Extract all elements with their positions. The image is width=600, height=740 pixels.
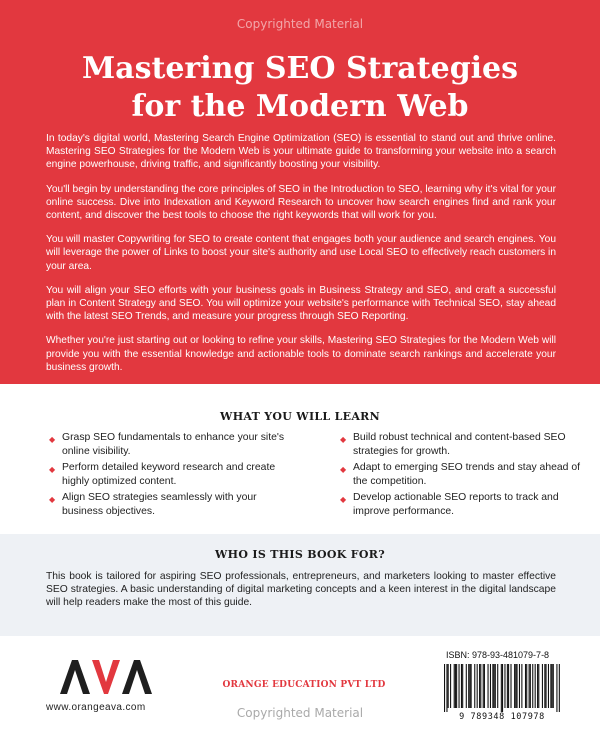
barcode-bar [548, 664, 549, 708]
barcode-bar [477, 664, 478, 708]
barcode-bar [448, 664, 449, 708]
description-paragraph: You will master Copywriting for SEO to create content that engages both your audience and search engines. You will leverage the power of Links to boost your site's authority and use Local SEO to effectively reach customers in your area. [46, 234, 556, 272]
what-you-will-learn-section [0, 384, 600, 534]
ava-logo [56, 656, 156, 696]
barcode-bar [535, 664, 536, 708]
barcode-bar [444, 664, 445, 712]
barcode-bar [492, 664, 493, 708]
barcode-icon [444, 664, 560, 712]
barcode-bar [469, 664, 470, 708]
barcode-bar [501, 664, 502, 712]
barcode-bar [507, 664, 508, 708]
barcode-bar [521, 664, 522, 708]
diamond-bullet-icon: ◆ [49, 435, 56, 444]
list-item-text: Build robust technical and content-based SEO strategies for growth. [353, 432, 566, 457]
diamond-bullet-icon: ◆ [340, 495, 347, 504]
barcode-bar [483, 664, 484, 708]
publisher-website: www.orangeava.com [46, 702, 146, 713]
barcode-bar [544, 664, 545, 708]
barcode-bar [455, 664, 456, 708]
barcode-bar [552, 664, 553, 708]
barcode-bar [454, 664, 455, 708]
list-item-text: Develop actionable SEO reports to track and improve performance. [353, 492, 559, 517]
barcode-bar [514, 664, 515, 708]
list-item [340, 491, 580, 518]
barcode-bar [459, 664, 460, 708]
who-is-this-book-for-section [0, 534, 600, 636]
barcode-bar [504, 664, 505, 708]
barcode-bar [508, 664, 509, 708]
barcode-bar [519, 664, 520, 708]
barcode-digits: 9 789348 107978 [459, 712, 545, 722]
barcode-bar [450, 664, 451, 708]
barcode-bar [502, 664, 503, 712]
barcode-bar [494, 664, 495, 708]
watermark-top: Copyrighted Material [236, 17, 364, 31]
barcode-bar [532, 664, 533, 708]
barcode-bar [542, 664, 543, 708]
barcode-bar [530, 664, 531, 708]
list-item-text: Grasp SEO fundamentals to enhance your site's online visibility. [62, 432, 285, 457]
list-item [49, 491, 289, 518]
book-title [0, 50, 600, 126]
audience-description: This book is tailored for aspiring SEO professionals, entrepreneurs, and marketers looking to master effective SEO strategies. A basic understanding of digital marketing concepts and a keen interest in the digital landscape will help readers make the most of this guide. [46, 571, 556, 609]
list-item-text: Perform detailed keyword research and create highly optimized content. [62, 462, 276, 487]
barcode-bar [550, 664, 551, 708]
barcode-bar [480, 664, 481, 708]
book-title-line-2: for the Modern Web [131, 89, 469, 124]
watermark-bottom: Copyrighted Material [236, 706, 364, 720]
list-item [340, 461, 580, 488]
barcode-bar [515, 664, 516, 708]
barcode-bar [471, 664, 472, 708]
list-item [340, 431, 580, 458]
barcode-bar [446, 664, 447, 712]
barcode-bar [556, 664, 557, 712]
barcode-bar [517, 664, 518, 708]
barcode-bar [525, 664, 526, 708]
learn-heading: WHAT YOU WILL LEARN [220, 410, 380, 423]
list-item [49, 431, 289, 458]
description-paragraph: In today's digital world, Mastering Search Engine Optimization (SEO) is essential to stand out and thrive online. Mastering SEO Strategies for the Modern Web is your ultimate guide to transforming your website into a search engine powerhouse, driving traffic, and significantly boosting your visibility. [46, 133, 556, 171]
list-item-text: Adapt to emerging SEO trends and stay ahead of the competition. [353, 462, 581, 487]
barcode-bar [537, 664, 538, 708]
learn-list-left [49, 431, 289, 521]
barcode-bar [538, 664, 539, 708]
barcode-bar [484, 664, 485, 708]
barcode-bar [495, 664, 496, 708]
isbn-label: ISBN: 978-93-481079-7-8 [446, 650, 550, 660]
barcode-bar [456, 664, 457, 708]
diamond-bullet-icon: ◆ [49, 465, 56, 474]
book-title-line-1: Mastering SEO Strategies [81, 51, 519, 86]
diamond-bullet-icon: ◆ [340, 465, 347, 474]
back-cover-footer [0, 636, 600, 740]
barcode-bar [466, 664, 467, 708]
barcode-bar [479, 664, 480, 708]
list-item [49, 461, 289, 488]
book-description [46, 132, 556, 385]
learn-list-right [340, 431, 580, 521]
barcode-bar [559, 664, 560, 712]
barcode-bar [490, 664, 491, 708]
barcode-bar [510, 664, 511, 708]
description-paragraph: Whether you're just starting out or looking to refine your skills, Mastering SEO Strategies for the Modern Web will provide you with the essential knowledge and actionable tools to dominate search rankings and accelerate your business growth. [46, 335, 556, 373]
description-paragraph: You will align your SEO efforts with your business goals in Business Strategy and SEO, and craft a successful plan in Content Strategy and SEO. You will optimize your website's performance with Technical SEO, stay ahead with the latest SEO Trends, and measure your progress through SEO Reporting. [46, 284, 556, 323]
barcode-bar [462, 664, 463, 708]
barcode-bar [461, 664, 462, 708]
barcode-bar [474, 664, 475, 708]
barcode-bar [529, 664, 530, 708]
barcode-bar [546, 664, 547, 708]
diamond-bullet-icon: ◆ [49, 495, 56, 504]
description-paragraph: You'll begin by understanding the core principles of SEO in the Introduction to SEO, learning why it's vital for your online success. Dive into Indexation and Keyword Research to uncover how search engines find and rank your content, and discover the best tools to choose the right keywords that will work for you. [46, 183, 556, 222]
barcode-bar [497, 664, 498, 708]
list-item-text: Align SEO strategies seamlessly with your business objectives. [62, 492, 257, 517]
who-heading: WHO IS THIS BOOK FOR? [215, 548, 385, 561]
barcode-bar [526, 664, 527, 708]
publisher-name: ORANGE EDUCATION PVT LTD [222, 680, 386, 690]
barcode-bar [488, 664, 489, 708]
diamond-bullet-icon: ◆ [340, 435, 347, 444]
barcode-bar [468, 664, 469, 708]
barcode-bar [553, 664, 554, 708]
